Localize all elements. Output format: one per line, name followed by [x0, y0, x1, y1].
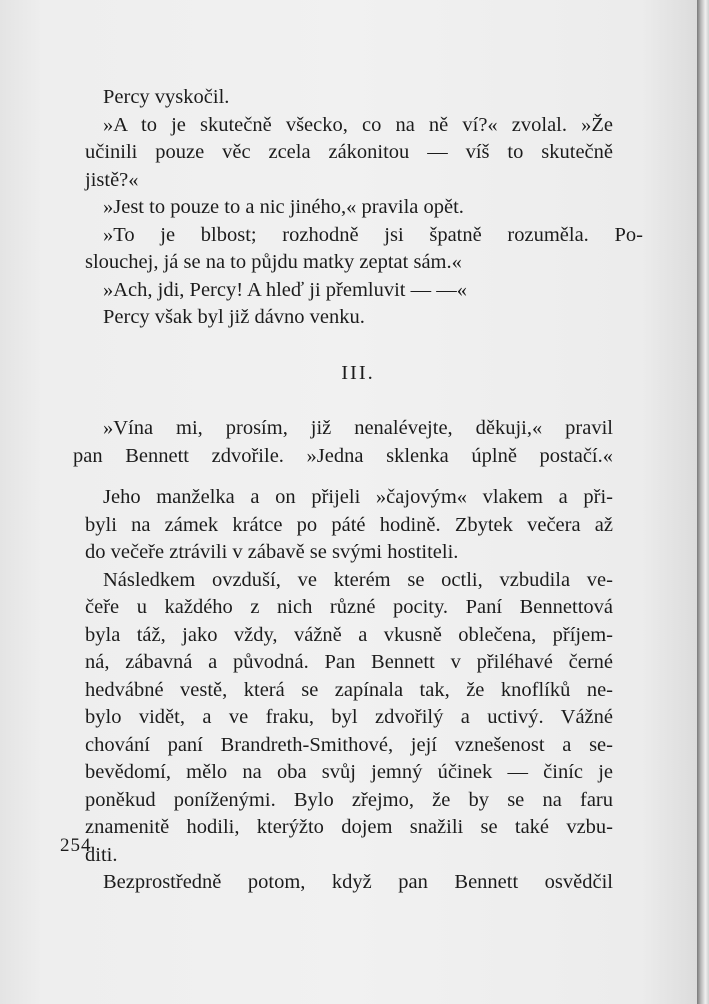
- spacer: [103, 332, 613, 360]
- text-line: Percy však byl již dávno venku.: [103, 306, 365, 328]
- text-line: byla táž, jako vždy, vážně a vkusně oblečena, příjem-: [85, 623, 613, 646]
- text-line: do večeře ztrávili v zábavě se svými hostiteli.: [85, 541, 459, 563]
- text-line: Následkem ovzduší, ve kterém se octli, vzbudila ve-: [103, 568, 613, 591]
- text-line: chování paní Brandreth-Smithové, její vznešenost a se-: [85, 733, 613, 756]
- chapter-heading: III.: [341, 361, 375, 384]
- text-line: poněkud poníženými. Bylo zřejmo, že by se na faru: [85, 788, 613, 811]
- text-line: Percy vyskočil.: [103, 86, 230, 108]
- text-line: znamenitě hodili, kterýžto dojem snažili se také vzbu-: [85, 816, 613, 838]
- text-line: hedvábné vestě, která se zapínala tak, že knoflíků ne-: [85, 678, 613, 701]
- text-line: »Vína mi, prosím, již nenalévejte, děkuji,« pravil: [103, 417, 613, 439]
- text-line: bevědomí, mělo na oba svůj jemný účinek — činíc je: [85, 761, 613, 783]
- text-line: byli na zámek krátce po páté hodině. Zbytek večera až: [85, 513, 613, 536]
- text-line: bylo vidět, a ve fraku, byl zdvořilý a uctivý. Vážné: [85, 706, 613, 728]
- text-line: Bezprostředně potom, když pan Bennett osvědčil: [103, 871, 613, 893]
- spacer: [103, 387, 613, 415]
- text-line: ná, zábavná a původná. Pan Bennett v přiléhavé černé: [85, 651, 613, 673]
- text-line: diti.: [85, 843, 118, 866]
- text-line: »A to je skutečně všecko, co na ně ví?« zvolal. »Že: [103, 113, 613, 136]
- page-edge-shadow: [697, 0, 709, 1004]
- text-line: »Jest to pouze to a nic jiného,« pravila opět.: [103, 196, 464, 218]
- text-line: učinili pouze věc zcela zákonitou — víš to skutečně: [85, 141, 613, 163]
- text-line: čeře u každého z nich různé pocity. Paní Bennettová: [85, 596, 613, 618]
- text-line: Jeho manželka a on přijeli »čajovým« vlakem a při-: [103, 486, 613, 508]
- text-line: jistě?«: [85, 168, 139, 191]
- page-number: 254: [60, 835, 92, 856]
- text-line: »Ach, jdi, Percy! A hleď ji přemluvit — —«: [103, 278, 467, 301]
- text-line: »To je blbost; rozhodně jsi špatně rozuměla. Po-: [103, 223, 643, 246]
- spacer: [103, 470, 613, 484]
- text-line: slouchej, já se na to půjdu matky zeptat sám.«: [85, 251, 462, 273]
- text-line: pan Bennett zdvořile. »Jedna sklenka úplně postačí.«: [73, 444, 613, 467]
